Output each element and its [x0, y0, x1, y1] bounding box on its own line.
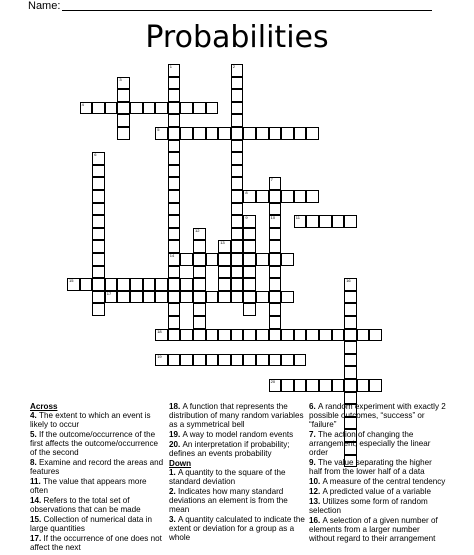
- crossword-cell[interactable]: [269, 253, 282, 266]
- clue-item: [30, 430, 166, 457]
- crossword-cell[interactable]: [180, 278, 193, 291]
- crossword-cell[interactable]: [231, 329, 244, 342]
- crossword-cell[interactable]: [256, 329, 269, 342]
- crossword-cell[interactable]: [143, 102, 156, 115]
- crossword-cell[interactable]: [218, 253, 231, 266]
- crossword-cell[interactable]: [243, 190, 256, 203]
- clue-item: [30, 534, 166, 552]
- crossword-cell[interactable]: [92, 152, 105, 165]
- cell-number: 7: [270, 177, 273, 183]
- crossword-cell[interactable]: [168, 266, 181, 279]
- clue-number: 3.: [169, 515, 178, 524]
- clue-text: The value separating the higher half from the lower half of a data: [309, 458, 432, 476]
- crossword-cell[interactable]: [231, 291, 244, 304]
- crossword-cell[interactable]: [231, 266, 244, 279]
- crossword-cell[interactable]: [168, 303, 181, 316]
- cell-number: 19: [157, 353, 162, 359]
- crossword-cell[interactable]: [218, 127, 231, 140]
- crossword-cell[interactable]: [231, 240, 244, 253]
- crossword-cell[interactable]: [294, 127, 307, 140]
- crossword-cell[interactable]: [269, 190, 282, 203]
- crossword-cell[interactable]: [332, 215, 345, 228]
- crossword-cell[interactable]: [193, 291, 206, 304]
- clue-number: 18.: [169, 402, 183, 411]
- crossword-cell[interactable]: [243, 291, 256, 304]
- clue-text: A predicted value of a variable: [322, 487, 431, 496]
- crossword-cell[interactable]: [193, 329, 206, 342]
- crossword-cell[interactable]: [269, 177, 282, 190]
- crossword-cell[interactable]: [306, 190, 319, 203]
- crossword-cell[interactable]: [281, 329, 294, 342]
- clue-list-col2-across: [169, 402, 305, 458]
- crossword-cell[interactable]: [319, 379, 332, 392]
- crossword-cell[interactable]: [269, 215, 282, 228]
- crossword-cell[interactable]: [344, 278, 357, 291]
- crossword-cell[interactable]: [231, 278, 244, 291]
- clue-number: 13.: [309, 497, 323, 506]
- crossword-cell[interactable]: [155, 329, 168, 342]
- crossword-cell[interactable]: [117, 127, 130, 140]
- crossword-cell[interactable]: [155, 127, 168, 140]
- crossword-cell[interactable]: [193, 278, 206, 291]
- cell-number: 10: [270, 215, 276, 221]
- crossword-cell[interactable]: [168, 291, 181, 304]
- crossword-cell[interactable]: [243, 303, 256, 316]
- clue-item: [309, 458, 447, 476]
- crossword-cell[interactable]: [294, 215, 307, 228]
- crossword-cell[interactable]: [231, 177, 244, 190]
- clue-item: [309, 497, 447, 515]
- clue-text: A measure of the central tendency: [322, 477, 446, 486]
- crossword-cell[interactable]: [155, 278, 168, 291]
- clue-text: Indicates how many standard deviations an element is from the mean: [169, 487, 288, 514]
- crossword-cell[interactable]: [243, 354, 256, 367]
- crossword-cell[interactable]: [231, 253, 244, 266]
- crossword-cell[interactable]: [92, 177, 105, 190]
- crossword-cell[interactable]: [231, 140, 244, 153]
- crossword-cell[interactable]: [206, 127, 219, 140]
- clue-number: 8.: [30, 458, 39, 467]
- clue-text: If the occurrence of one does not affect the next: [30, 534, 162, 552]
- crossword-cell[interactable]: [269, 354, 282, 367]
- crossword-cell[interactable]: [117, 102, 130, 115]
- crossword-cell[interactable]: [319, 329, 332, 342]
- crossword-cell[interactable]: [231, 354, 244, 367]
- crossword-cell[interactable]: [130, 291, 143, 304]
- crossword-cell[interactable]: [218, 291, 231, 304]
- clue-text: A random experiment with exactly 2 possible outcomes, “success” or “failure”: [309, 402, 446, 429]
- crossword-cell[interactable]: [168, 165, 181, 178]
- cell-number: 9: [245, 215, 248, 221]
- clue-number: 16.: [309, 516, 323, 525]
- crossword-cell[interactable]: [193, 266, 206, 279]
- crossword-cell[interactable]: [332, 329, 345, 342]
- clue-list-col1: [30, 411, 166, 552]
- crossword-cell[interactable]: [168, 190, 181, 203]
- crossword-cell[interactable]: [306, 127, 319, 140]
- crossword-cell[interactable]: [344, 215, 357, 228]
- clue-number: 1.: [169, 468, 178, 477]
- clue-item: [30, 458, 166, 476]
- crossword-cell[interactable]: [269, 316, 282, 329]
- cell-number: 13: [220, 240, 225, 246]
- crossword-cell[interactable]: [117, 278, 130, 291]
- crossword-cell[interactable]: [193, 228, 206, 241]
- crossword-cell[interactable]: [206, 291, 219, 304]
- crossword-cell[interactable]: [168, 215, 181, 228]
- clue-text: A selection of a given number of elements from a larger number without regard to their arrangement: [309, 516, 438, 543]
- crossword-cell[interactable]: [92, 228, 105, 241]
- crossword-cell[interactable]: [193, 240, 206, 253]
- crossword-cell[interactable]: [256, 253, 269, 266]
- crossword-cell[interactable]: [168, 278, 181, 291]
- crossword-cell[interactable]: [105, 291, 118, 304]
- crossword-cell[interactable]: [80, 278, 93, 291]
- crossword-cell[interactable]: [92, 240, 105, 253]
- crossword-cell[interactable]: [231, 77, 244, 90]
- clue-item: [30, 515, 166, 533]
- crossword-cell[interactable]: [206, 102, 219, 115]
- clue-item: [169, 402, 305, 429]
- crossword-cell[interactable]: [243, 278, 256, 291]
- crossword-cell[interactable]: [231, 203, 244, 216]
- crossword-cell[interactable]: [168, 177, 181, 190]
- crossword-cell[interactable]: [92, 266, 105, 279]
- clue-number: 9.: [309, 458, 318, 467]
- crossword-cell[interactable]: [243, 329, 256, 342]
- crossword-cell[interactable]: [92, 278, 105, 291]
- crossword-cell[interactable]: [193, 127, 206, 140]
- crossword-cell[interactable]: [344, 366, 357, 379]
- clue-text: Utilizes some form of random selection: [309, 497, 428, 515]
- cell-number: 14: [169, 253, 175, 258]
- crossword-cell[interactable]: [256, 291, 269, 304]
- clue-text: A way to model random events: [182, 430, 294, 439]
- cell-number: 3: [119, 76, 122, 82]
- crossword-cell[interactable]: [231, 215, 244, 228]
- crossword-cell[interactable]: [256, 190, 269, 203]
- crossword-cell[interactable]: [117, 291, 130, 304]
- crossword-cell[interactable]: [92, 102, 105, 115]
- clues-column-3: [309, 402, 447, 544]
- cell-number: 18: [157, 328, 162, 334]
- clue-text: A quantity calculated to indicate the extent or deviation for a group as a whole: [169, 515, 305, 542]
- crossword-cell[interactable]: [319, 215, 332, 228]
- clue-text: An interpretation if probability; defines an events probability: [169, 440, 290, 458]
- cell-number: 16: [346, 278, 351, 284]
- crossword-cell[interactable]: [294, 190, 307, 203]
- clue-item: [169, 487, 305, 514]
- crossword-cell[interactable]: [168, 114, 181, 127]
- clue-item: [309, 487, 447, 496]
- clue-item: [169, 430, 305, 439]
- crossword-cell[interactable]: [168, 253, 181, 266]
- clue-item: [30, 477, 166, 495]
- crossword-cell[interactable]: [117, 77, 130, 90]
- crossword-cell[interactable]: [218, 240, 231, 253]
- crossword-cell[interactable]: [168, 203, 181, 216]
- crossword-cell[interactable]: [92, 215, 105, 228]
- crossword-cell[interactable]: [294, 379, 307, 392]
- crossword-cell[interactable]: [269, 278, 282, 291]
- crossword-cell[interactable]: [180, 127, 193, 140]
- crossword-cell[interactable]: [143, 278, 156, 291]
- clue-number: 11.: [30, 477, 44, 486]
- crossword-cell[interactable]: [168, 329, 181, 342]
- clues-column-2: [169, 402, 305, 543]
- cell-number: 4: [81, 101, 84, 107]
- crossword-cell[interactable]: [306, 379, 319, 392]
- crossword-cell[interactable]: [117, 114, 130, 127]
- crossword-cell[interactable]: [344, 291, 357, 304]
- clue-text: The extent to which an event is likely to occur: [30, 411, 151, 429]
- crossword-cell[interactable]: [294, 329, 307, 342]
- crossword-cell[interactable]: [269, 127, 282, 140]
- clue-number: 19.: [169, 430, 183, 439]
- crossword-cell[interactable]: [243, 228, 256, 241]
- crossword-cell[interactable]: [231, 190, 244, 203]
- crossword-cell[interactable]: [281, 379, 294, 392]
- crossword-cell[interactable]: [130, 102, 143, 115]
- clue-text: Refers to the total set of observations that can be made: [30, 496, 141, 514]
- crossword-cell[interactable]: [168, 89, 181, 102]
- crossword-cell[interactable]: [155, 102, 168, 115]
- clue-list-col2-down: [169, 468, 305, 542]
- clue-text: The action of changing the arrangement, especially the linear order: [309, 430, 431, 457]
- cell-number: 6: [94, 152, 97, 158]
- crossword-cell[interactable]: [357, 379, 370, 392]
- cell-number: 2: [232, 64, 236, 69]
- crossword-cell[interactable]: [344, 316, 357, 329]
- crossword-cell[interactable]: [231, 114, 244, 127]
- crossword-cell[interactable]: [344, 379, 357, 392]
- crossword-cell[interactable]: [294, 354, 307, 367]
- clue-number: 5.: [30, 430, 39, 439]
- cell-number: 15: [69, 278, 74, 284]
- clue-item: [309, 516, 447, 543]
- crossword-cell[interactable]: [269, 379, 282, 392]
- crossword-cell[interactable]: [180, 102, 193, 115]
- crossword-cell[interactable]: [193, 303, 206, 316]
- crossword-cell[interactable]: [193, 102, 206, 115]
- clue-text: Examine and record the areas and features: [30, 458, 164, 476]
- crossword-cell[interactable]: [243, 127, 256, 140]
- clue-number: 14.: [30, 496, 44, 505]
- clue-number: 20.: [169, 440, 183, 449]
- clue-text: If the outcome/occurrence of the first affects the outcome/occurrence of the second: [30, 430, 159, 457]
- crossword-cell[interactable]: [168, 152, 181, 165]
- crossword-cell[interactable]: [168, 316, 181, 329]
- clue-item: [169, 468, 305, 486]
- crossword-cell[interactable]: [269, 266, 282, 279]
- crossword-cell[interactable]: [168, 140, 181, 153]
- crossword-cell[interactable]: [332, 379, 345, 392]
- crossword-cell[interactable]: [180, 253, 193, 266]
- crossword-cell[interactable]: [180, 291, 193, 304]
- crossword-cell[interactable]: [105, 278, 118, 291]
- crossword-cell[interactable]: [92, 165, 105, 178]
- clue-item: [30, 496, 166, 514]
- crossword-cell[interactable]: [344, 341, 357, 354]
- crossword-cell[interactable]: [231, 152, 244, 165]
- crossword-cell[interactable]: [168, 240, 181, 253]
- clue-text: A quantity to the square of the standard deviation: [169, 468, 286, 486]
- crossword-cell[interactable]: [256, 127, 269, 140]
- clue-text: A function that represents the distribution of many random variables as a symmetrical bell: [169, 402, 304, 429]
- cell-number: 5: [157, 127, 160, 132]
- clues-column-1: [30, 402, 166, 553]
- crossword-cell[interactable]: [180, 329, 193, 342]
- crossword-cell[interactable]: [243, 266, 256, 279]
- clue-number: 17.: [30, 534, 44, 543]
- crossword-cell[interactable]: [168, 77, 181, 90]
- clue-item: [309, 402, 447, 429]
- crossword-cell[interactable]: [344, 329, 357, 342]
- crossword-cell[interactable]: [155, 291, 168, 304]
- crossword-cell[interactable]: [143, 291, 156, 304]
- crossword-cell[interactable]: [218, 266, 231, 279]
- crossword-cell[interactable]: [369, 329, 382, 342]
- crossword-cell[interactable]: [168, 102, 181, 115]
- crossword-cell[interactable]: [243, 253, 256, 266]
- cell-number: 8: [245, 190, 248, 195]
- cell-number: 20: [270, 379, 276, 384]
- crossword-cell[interactable]: [231, 228, 244, 241]
- cell-number: 17: [106, 290, 112, 296]
- crossword-cell[interactable]: [206, 253, 219, 266]
- clue-number: 7.: [309, 430, 318, 439]
- crossword-cell[interactable]: [281, 253, 294, 266]
- crossword-cell[interactable]: [243, 240, 256, 253]
- clue-item: [169, 440, 305, 458]
- crossword-cell[interactable]: [206, 354, 219, 367]
- crossword-cell[interactable]: [117, 89, 130, 102]
- crossword-cell[interactable]: [67, 278, 80, 291]
- crossword-cell[interactable]: [92, 203, 105, 216]
- crossword-cell[interactable]: [269, 240, 282, 253]
- crossword-cell[interactable]: [231, 127, 244, 140]
- crossword-cell[interactable]: [218, 329, 231, 342]
- name-label: Name:: [28, 0, 61, 12]
- clue-text: Collection of numerical data in large quantities: [30, 515, 152, 533]
- crossword-cell[interactable]: [218, 354, 231, 367]
- clue-item: [309, 430, 447, 457]
- crossword-cell[interactable]: [344, 354, 357, 367]
- clue-number: 6.: [309, 402, 318, 411]
- clue-item: [169, 515, 305, 542]
- crossword-cell[interactable]: [357, 329, 370, 342]
- crossword-cell[interactable]: [168, 228, 181, 241]
- crossword-cell[interactable]: [281, 127, 294, 140]
- crossword-cell[interactable]: [306, 329, 319, 342]
- crossword-cell[interactable]: [306, 215, 319, 228]
- cell-number: 12: [195, 227, 200, 233]
- crossword-cell[interactable]: [206, 329, 219, 342]
- clue-text: The value that appears more often: [30, 477, 147, 495]
- crossword-cell[interactable]: [231, 64, 244, 77]
- crossword-cell[interactable]: [193, 253, 206, 266]
- crossword-cell[interactable]: [281, 291, 294, 304]
- crossword-cell[interactable]: [193, 354, 206, 367]
- cell-number: 11: [295, 215, 300, 221]
- crossword-cell[interactable]: [168, 354, 181, 367]
- crossword-cell[interactable]: [269, 203, 282, 216]
- across-heading: Across: [30, 402, 58, 411]
- cell-number: 1: [169, 64, 173, 69]
- clue-item: [309, 477, 447, 486]
- crossword-cell[interactable]: [168, 127, 181, 140]
- crossword-cell[interactable]: [193, 316, 206, 329]
- crossword-cell[interactable]: [105, 102, 118, 115]
- crossword-cell[interactable]: [231, 89, 244, 102]
- clue-item: [30, 411, 166, 429]
- crossword-cell[interactable]: [269, 228, 282, 241]
- crossword-cell[interactable]: [281, 190, 294, 203]
- crossword-cell[interactable]: [269, 303, 282, 316]
- crossword-cell[interactable]: [243, 215, 256, 228]
- crossword-cell[interactable]: [92, 190, 105, 203]
- crossword-cell[interactable]: [130, 278, 143, 291]
- page-title: Probabilities: [145, 20, 329, 55]
- clue-number: 12.: [309, 487, 323, 496]
- clue-number: 4.: [30, 411, 39, 420]
- crossword-cell[interactable]: [92, 291, 105, 304]
- clue-list-col3: [309, 402, 447, 543]
- crossword-cell[interactable]: [256, 354, 269, 367]
- crossword-cell[interactable]: [269, 291, 282, 304]
- crossword-cell[interactable]: [231, 165, 244, 178]
- clue-number: 10.: [309, 477, 323, 486]
- crossword-cell[interactable]: [92, 253, 105, 266]
- crossword-cell[interactable]: [155, 354, 168, 367]
- crossword-cell[interactable]: [369, 379, 382, 392]
- crossword-cell[interactable]: [180, 354, 193, 367]
- crossword-cell[interactable]: [92, 303, 105, 316]
- down-heading: Down: [169, 459, 192, 468]
- clue-number: 2.: [169, 487, 178, 496]
- crossword-cell[interactable]: [218, 278, 231, 291]
- crossword-cell[interactable]: [231, 102, 244, 115]
- crossword-cell[interactable]: [168, 64, 181, 77]
- clue-number: 15.: [30, 515, 44, 524]
- crossword-cell[interactable]: [269, 329, 282, 342]
- crossword-cell[interactable]: [281, 354, 294, 367]
- crossword-cell[interactable]: [80, 102, 93, 115]
- crossword-cell[interactable]: [344, 303, 357, 316]
